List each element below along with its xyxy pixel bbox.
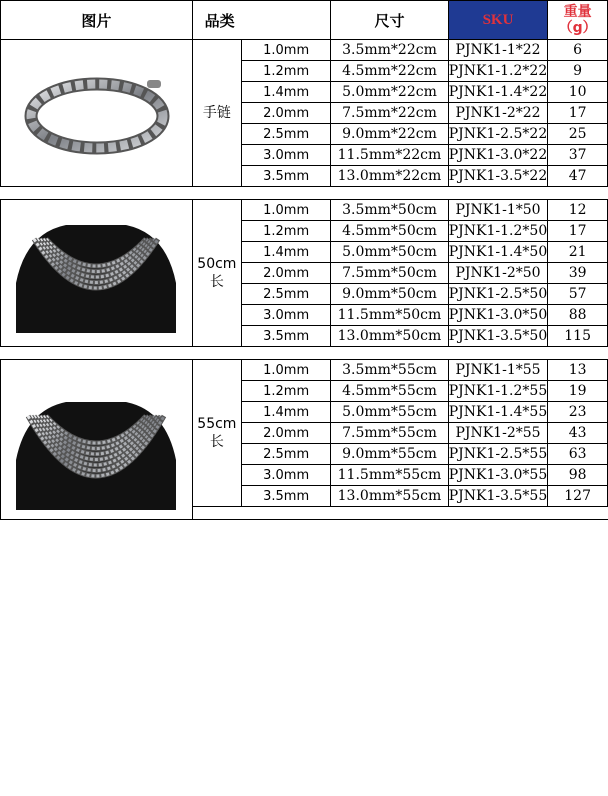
size-cell: 4.5mm*55cm: [331, 381, 449, 402]
sku-cell: PJNK1-3.0*55: [448, 465, 547, 486]
size-cell: 4.5mm*50cm: [331, 221, 449, 242]
weight-cell: 43: [548, 423, 608, 444]
product-image-cell: [1, 360, 193, 520]
thickness-cell: 1.2mm: [242, 61, 331, 82]
thickness-cell: 2.0mm: [242, 103, 331, 124]
thickness-cell: 3.0mm: [242, 145, 331, 166]
size-cell: 11.5mm*50cm: [331, 305, 449, 326]
thickness-cell: 3.0mm: [242, 305, 331, 326]
size-cell: 3.5mm*22cm: [331, 40, 449, 61]
necklace-layered-photo: [6, 390, 186, 510]
sku-cell: PJNK1-1.4*55: [448, 402, 547, 423]
weight-cell: 9: [548, 61, 608, 82]
sku-cell: PJNK1-2*50: [448, 263, 547, 284]
header-sku: SKU: [448, 1, 547, 40]
sku-cell: PJNK1-1.2*22: [448, 61, 547, 82]
size-cell: 9.0mm*50cm: [331, 284, 449, 305]
sku-cell: PJNK1-3.0*22: [448, 145, 547, 166]
sku-cell: PJNK1-2.5*22: [448, 124, 547, 145]
sku-cell: PJNK1-1*55: [448, 360, 547, 381]
header-weight: 重量 （g）: [548, 1, 608, 40]
thickness-cell: 2.5mm: [242, 444, 331, 465]
size-cell: 11.5mm*22cm: [331, 145, 449, 166]
sku-cell: PJNK1-1*22: [448, 40, 547, 61]
separator-cell: [1, 187, 608, 200]
thickness-cell: 3.5mm: [242, 166, 331, 187]
sku-cell: PJNK1-2.5*50: [448, 284, 547, 305]
thickness-cell: 3.5mm: [242, 326, 331, 347]
size-cell: 9.0mm*55cm: [331, 444, 449, 465]
weight-cell: 10: [548, 82, 608, 103]
sku-cell: PJNK1-3.5*50: [448, 326, 547, 347]
thickness-cell: 1.4mm: [242, 82, 331, 103]
weight-cell: 115: [548, 326, 608, 347]
group-separator: [1, 347, 608, 360]
size-cell: 11.5mm*55cm: [331, 465, 449, 486]
thickness-cell: 1.4mm: [242, 402, 331, 423]
weight-cell: 39: [548, 263, 608, 284]
thickness-cell: 1.0mm: [242, 360, 331, 381]
sku-cell: PJNK1-2*22: [448, 103, 547, 124]
category-cell: 50cm 长: [192, 200, 241, 347]
size-cell: 7.5mm*55cm: [331, 423, 449, 444]
header-category: 品类: [192, 1, 331, 40]
size-cell: 3.5mm*55cm: [331, 360, 449, 381]
size-cell: 13.0mm*50cm: [331, 326, 449, 347]
weight-cell: 127: [548, 486, 608, 507]
size-cell: 5.0mm*22cm: [331, 82, 449, 103]
thickness-cell: 3.5mm: [242, 486, 331, 507]
thickness-cell: 2.0mm: [242, 423, 331, 444]
weight-cell: 98: [548, 465, 608, 486]
weight-cell: 19: [548, 381, 608, 402]
table-row: [1, 360, 608, 381]
weight-cell: 6: [548, 40, 608, 61]
product-image-cell: [1, 40, 193, 187]
separator-cell: [1, 347, 608, 360]
size-cell: 3.5mm*50cm: [331, 200, 449, 221]
size-cell: 13.0mm*22cm: [331, 166, 449, 187]
sku-cell: PJNK1-1*50: [448, 200, 547, 221]
table-row: [1, 200, 608, 221]
thickness-cell: 3.0mm: [242, 465, 331, 486]
weight-cell: 37: [548, 145, 608, 166]
thickness-cell: 2.0mm: [242, 263, 331, 284]
table-body: [1, 40, 608, 520]
category-cell: 55cm 长: [192, 360, 241, 507]
weight-cell: 57: [548, 284, 608, 305]
size-cell: 5.0mm*55cm: [331, 402, 449, 423]
thickness-cell: 1.0mm: [242, 40, 331, 61]
separator-cell: [192, 507, 607, 520]
sku-cell: PJNK1-3.5*22: [448, 166, 547, 187]
size-cell: 4.5mm*22cm: [331, 61, 449, 82]
weight-cell: 21: [548, 242, 608, 263]
weight-cell: 25: [548, 124, 608, 145]
sku-cell: PJNK1-2*55: [448, 423, 547, 444]
weight-cell: 17: [548, 221, 608, 242]
sku-cell: PJNK1-1.4*22: [448, 82, 547, 103]
weight-cell: 12: [548, 200, 608, 221]
header-row: [1, 1, 608, 40]
thickness-cell: 1.2mm: [242, 381, 331, 402]
thickness-cell: 1.4mm: [242, 242, 331, 263]
bracelet-photo: [11, 58, 181, 168]
weight-cell: 17: [548, 103, 608, 124]
sku-cell: PJNK1-1.2*55: [448, 381, 547, 402]
category-cell: 手链: [192, 40, 241, 187]
product-image-cell: [1, 200, 193, 347]
thickness-cell: 2.5mm: [242, 124, 331, 145]
sku-cell: PJNK1-1.4*50: [448, 242, 547, 263]
table-row: [1, 40, 608, 61]
sku-cell: PJNK1-3.5*55: [448, 486, 547, 507]
thickness-cell: 2.5mm: [242, 284, 331, 305]
weight-cell: 63: [548, 444, 608, 465]
thickness-cell: 1.2mm: [242, 221, 331, 242]
sku-cell: PJNK1-2.5*55: [448, 444, 547, 465]
header-size: 尺寸: [331, 1, 449, 40]
necklace-photo: [6, 213, 186, 333]
size-cell: 5.0mm*50cm: [331, 242, 449, 263]
size-cell: 7.5mm*50cm: [331, 263, 449, 284]
size-cell: 7.5mm*22cm: [331, 103, 449, 124]
sku-cell: PJNK1-1.2*50: [448, 221, 547, 242]
size-cell: 13.0mm*55cm: [331, 486, 449, 507]
weight-cell: 13: [548, 360, 608, 381]
size-cell: 9.0mm*22cm: [331, 124, 449, 145]
weight-cell: 88: [548, 305, 608, 326]
header-image: 图片: [1, 1, 193, 40]
weight-cell: 23: [548, 402, 608, 423]
group-separator: [1, 187, 608, 200]
sku-cell: PJNK1-3.0*50: [448, 305, 547, 326]
thickness-cell: 1.0mm: [242, 200, 331, 221]
weight-cell: 47: [548, 166, 608, 187]
